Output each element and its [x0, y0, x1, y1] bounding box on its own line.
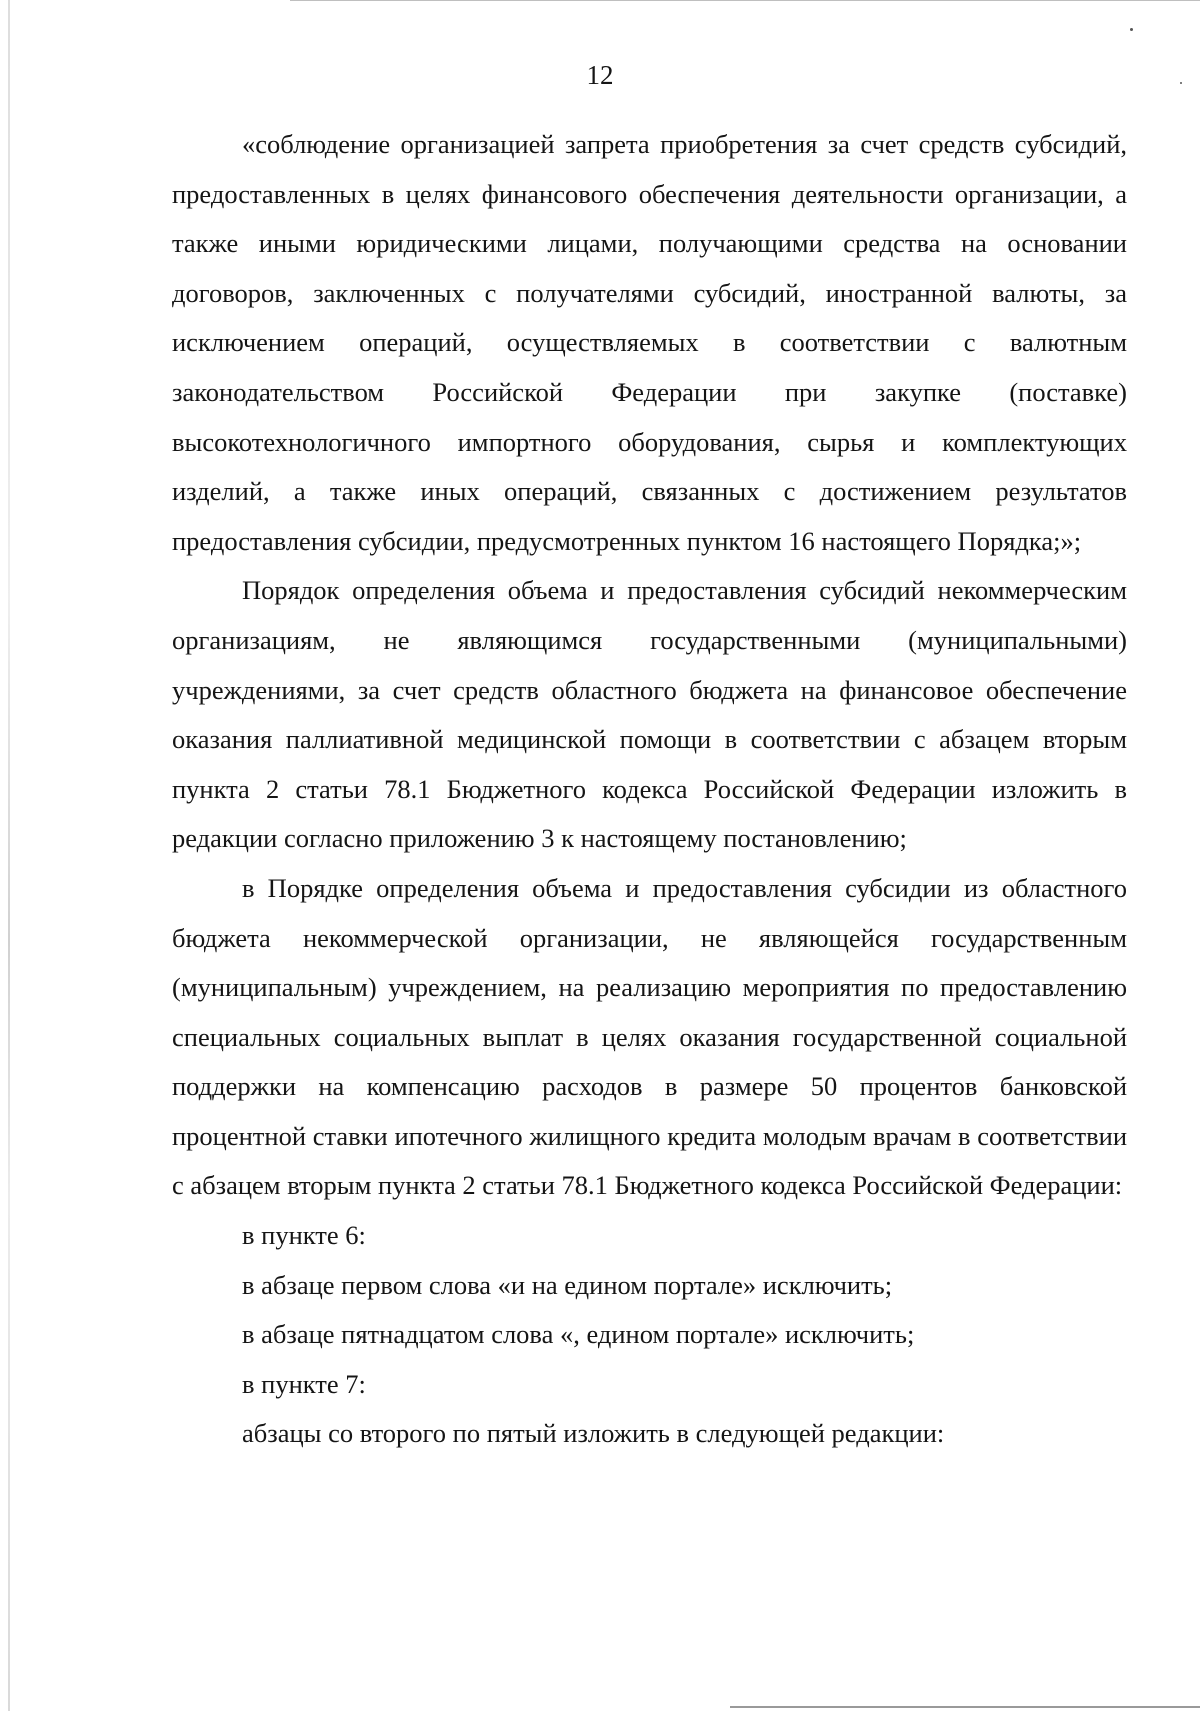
page-number: 12 [586, 60, 614, 90]
body-text [172, 120, 1127, 1459]
line-paragraphs-2-5: абзацы со второго по пятый изложить в следующей редакции: [242, 1418, 945, 1449]
paragraph-3: в Порядке определения объема и предоставления субсидии из областного бюджета некоммерческой организации, не являющейся государственным (муниципальным) учреждением, на реализацию мероприятия по предоставлению специальных социальных выплат в целях оказания государственной социальной поддержки на компенсацию расходов в размере 50 процентов банковской процентной ставки ипотечного жилищного кредита молодым врачам в соответствии с абзацем вторым пункта 2 статьи 78.1 Бюджетного кодекса Российской Федерации: [172, 872, 1127, 1201]
line-clause-7: в пункте 7: [242, 1368, 366, 1399]
scan-left-edge [8, 0, 10, 1711]
paragraph-1: «соблюдение организацией запрета приобретения за счет средств субсидий, предоставленных в целях финансового обеспечения деятельности организации, а также иными юридическими лицами, получающими средства на основании договоров, заключенных с получателями субсидий, иностранной валюты, за исключением операций, осуществляемых в соответствии с валютным законодательством Российской Федерации при закупке (поставке) высокотехнологичного импортного оборудования, сырья и комплектующих изделий, а также иных операций, связанных с достижением результатов предоставления субсидии, предусмотренных пунктом 16 настоящего Порядка;»; [172, 129, 1127, 556]
line-first-paragraph: в абзаце первом слова «и на едином портале» исключить; [242, 1269, 893, 1300]
scan-top-edge [290, 0, 1200, 1]
paragraph-2: Порядок определения объема и предоставления субсидий некоммерческим организациям, не являющимся государственными (муниципальными) учреждениями, за счет средств областного бюджета на финансовое обеспечение оказания паллиативной медицинской помощи в соответствии с абзацем вторым пункта 2 статьи 78.1 Бюджетного кодекса Российской Федерации изложить в редакции согласно приложению 3 к настоящему постановлению; [172, 575, 1127, 854]
scan-bottom-edge [730, 1706, 1200, 1708]
line-clause-6: в пункте 6: [242, 1220, 366, 1251]
scan-speck [1130, 28, 1133, 31]
line-fifteenth-paragraph: в абзаце пятнадцатом слова «, едином портале» исключить; [242, 1319, 915, 1350]
